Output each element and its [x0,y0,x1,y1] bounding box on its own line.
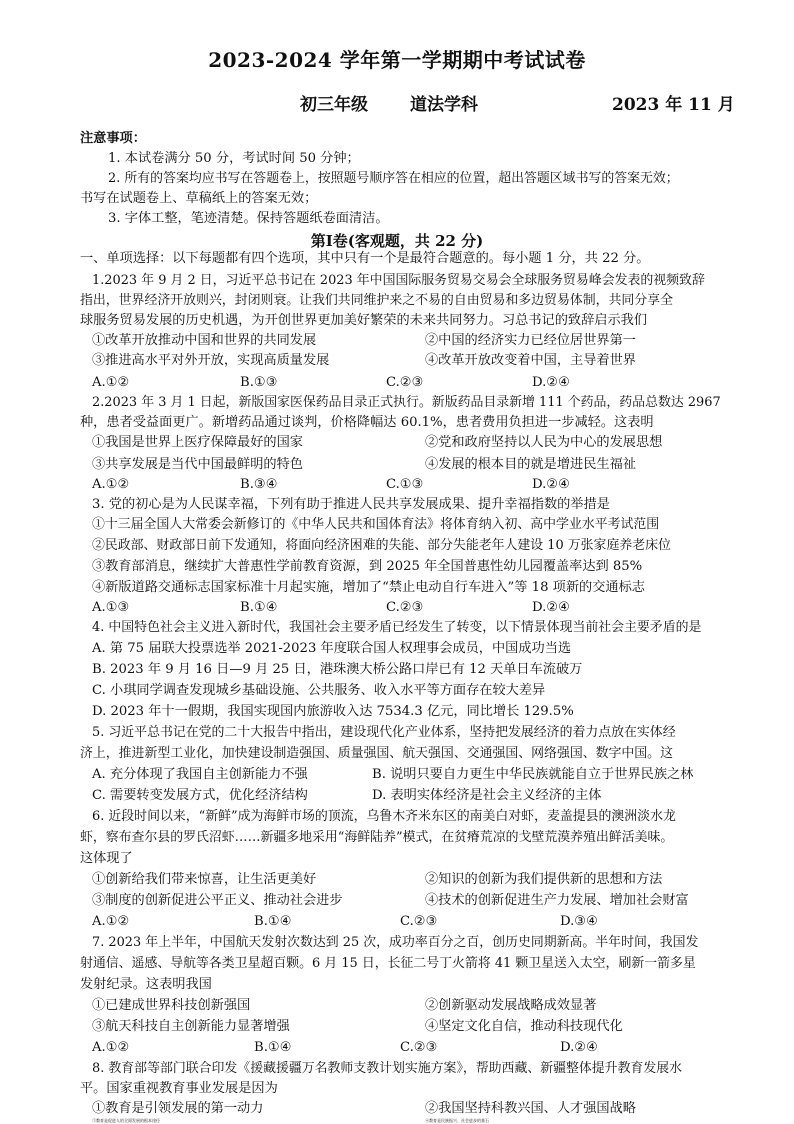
q6-statement-3: ③制度的创新促进公平正义、推动社会进步 [92,893,343,908]
subject-label: 道法学科 [410,95,478,115]
q5-choice-c: C. 需要转变发展方式，优化经济结构 [92,788,308,803]
q1-choice-b: B.①③ [240,375,278,390]
q1-choice-a: A.①② [92,375,130,390]
q1-statement-1: ①改革开放推动中国和世界的共同发展 [92,333,317,348]
q2-statement-3: ③共享发展是当代中国最鲜明的特色 [92,457,303,472]
q4-choice-c: C. 小琪同学调查发现城乡基础设施、公共服务、收入水平等方面存在较大差异 [92,683,546,698]
section-intro: 一、单项选择：以下每题都有四个选项，其中只有一个是最符合题意的。每小题 1 分，共 22 分。 [80,251,650,266]
note-2-cont: 书写在试题卷上、草稿纸上的答案无效； [80,191,318,206]
q8-statement-3: ③教育是促进人的全面发展的根本途径 [92,1118,160,1123]
q3-statement-1: ①十三届全国人大常委会新修订的《中华人民共和国体育法》将体育纳入初、高中学业水平考试范围 [92,517,660,532]
q7-choice-c: C.②③ [400,1040,438,1055]
exam-title: 2023-2024 学年第一学期期中考试试卷 [208,48,586,72]
q3-statement-2: ②民政部、财政部日前下发通知，将面向经济困难的失能、部分失能老年人建设 10 万张家庭养老床位 [92,538,671,553]
q3-stem-1: 3. 党的初心是为人民谋幸福，下列有助于推进人民共享发展成果、提升幸福指数的举措是 [92,497,610,512]
q7-statement-3: ③航天科技自主创新能力显著增强 [92,1019,290,1034]
q7-choice-a: A.①② [92,1040,130,1055]
q2-choice-d: D.②④ [532,477,570,492]
q6-statement-2: ②知识的创新为我们提供新的思想和方法 [425,872,663,887]
q6-choice-c: C.②③ [400,914,438,929]
q2-statement-1: ①我国是世界上医疗保障最好的国家 [92,435,303,450]
q4-stem-1: 4. 中国特色社会主义进入新时代，我国社会主要矛盾已经发生了转变，以下情景体现当前社会主要矛盾的是 [92,620,702,635]
q6-statement-1: ①创新给我们带来惊喜，让生活更美好 [92,872,317,887]
section-title: 第Ⅰ卷(客观题，共 22 分) [310,232,484,250]
q6-stem-3: 这体现了 [80,851,133,866]
exam-date: 2023 年 11 月 [612,95,735,115]
q7-choice-d: D.②④ [560,1040,598,1055]
q6-stem-1: 6. 近段时间以来，“新鲜”成为海鲜市场的顶流，乌鲁木齐米东区的南美白对虾，麦盖提县的澳洲淡水龙 [92,809,676,824]
q4-choice-b: B. 2023 年 9 月 16 日—9 月 25 日，港珠澳大桥公路口岸已有 12 天单日车流破万 [92,662,583,677]
q1-statement-2: ②中国的经济实力已经位居世界第一 [425,333,636,348]
q1-statement-3: ③推进高水平对外开放，实现高质量发展 [92,353,330,368]
q5-choice-b: B. 说明只要自力更生中华民族就能自立于世界民族之林 [372,767,694,782]
q2-choice-a: A.①② [92,477,130,492]
q1-stem-2: 指出，世界经济开放则兴，封闭则衰。让我们共同维护来之不易的自由贸易和多边贸易体制，共同分享全 [80,293,673,308]
q2-stem-1: 2.2023 年 3 月 1 日起，新版国家医保药品目录正式执行。新版药品目录新增 111 个药品，药品总数达 2967 [92,395,721,410]
q8-statement-1: ①教育是引领发展的第一动力 [92,1101,264,1116]
q2-statement-4: ④发展的根本目的就是增进民生福祉 [425,457,636,472]
q6-choice-a: A.①② [92,914,130,929]
q3-choice-b: B.①④ [240,600,278,615]
q7-statement-1: ①已建成世界科技创新强国 [92,998,251,1013]
note-2: 2. 所有的答案均应书写在答题卷上，按照题号顺序答在相应的位置，超出答题区域书写的答案无效； [108,171,679,186]
q7-stem-2: 射通信、遥感、导航等各类卫星超百颗。6 月 15 日，长征二号丁火箭将 41 颗卫星送入太空，刷新一箭多星 [80,956,696,971]
notes-heading: 注意事项： [80,131,146,146]
q3-choice-a: A.①③ [92,600,130,615]
q1-choice-c: C.②③ [386,375,424,390]
q6-statement-4: ④技术的创新促进生产力发展、增加社会财富 [425,893,689,908]
q8-statement-4: ④教育是民族振兴、社会进步的基石 [425,1118,489,1123]
q1-choice-d: D.②④ [532,375,570,390]
q3-statement-4: ④新版道路交通标志国家标准十月起实施，增加了“禁止电动自行车进入”等 18 项新的交通标志 [92,580,645,595]
grade-label: 初三年级 [300,95,368,115]
q8-statement-2: ②我国坚持科教兴国、人才强国战略 [425,1101,636,1116]
note-1: 1. 本试卷满分 50 分，考试时间 50 分钟； [108,151,360,166]
q5-stem-1: 5. 习近平总书记在党的二十大报告中指出，建设现代化产业体系，坚持把发展经济的着力点放在实体经 [92,725,676,740]
q7-stem-1: 7. 2023 年上半年，中国航天发射次数达到 25 次，成功率百分之百，创历史同期新高。半年时间，我国发 [92,935,699,950]
q7-statement-2: ②创新驱动发展战略成效显著 [425,998,597,1013]
q7-stem-3: 发射纪录。这表明我国 [80,977,212,992]
q5-choice-d: D. 表明实体经济是社会主义经济的主体 [372,788,602,803]
q2-choice-b: B.③④ [240,477,278,492]
q6-choice-d: D.③④ [560,914,598,929]
q4-choice-d: D. 2023 年十一假期，我国实现国内旅游收入达 7534.3 亿元，同比增长 129.5% [92,704,574,719]
q2-choice-c: C.①③ [386,477,424,492]
q7-statement-4: ④坚定文化自信，推动科技现代化 [425,1019,623,1034]
q8-stem-2: 平。国家重视教育事业发展是因为 [80,1081,278,1096]
q1-statement-4: ④改革开放改变着中国，主导着世界 [425,353,636,368]
q6-choice-b: B.①④ [254,914,292,929]
note-3: 3. 字体工整，笔迹清楚。保持答题纸卷面清洁。 [108,211,389,226]
q1-stem-3: 球服务贸易发展的历史机遇，为开创世界更加美好繁荣的未来共同努力。习总书记的致辞启示我们 [80,313,648,328]
q4-choice-a: A. 第 75 届联大投票选举 2021-2023 年度联合国人权理事会成员，中国成功当选 [92,641,572,656]
q2-statement-2: ②党和政府坚持以人民为中心的发展思想 [425,435,663,450]
q7-choice-b: B.①④ [254,1040,292,1055]
q3-statement-3: ③教育部消息，继续扩大普惠性学前教育资源，到 2025 年全国普惠性幼儿园覆盖率达到 85% [92,559,643,574]
q3-choice-c: C.②③ [386,600,424,615]
q3-choice-d: D.②④ [532,600,570,615]
q6-stem-2: 虾，察布查尔县的罗氏沼虾……新疆多地采用“海鲜陆养”模式，在贫瘠荒凉的戈壁荒漠养殖出鲜活美味。 [80,830,674,845]
q2-stem-2: 种，患者受益面更广。新增药品通过谈判，价格降幅达 60.1%，患者费用负担进一步减轻。这表明 [80,415,654,430]
q5-stem-2: 济上，推进新型工业化，加快建设制造强国、质量强国、航天强国、交通强国、网络强国、数字中国。这 [80,746,673,761]
q1-stem-1: 1.2023 年 9 月 2 日，习近平总书记在 2023 年中国国际服务贸易交易会全球服务贸易峰会发表的视频致辞 [92,273,705,288]
q5-choice-a: A. 充分体现了我国自主创新能力不强 [92,767,308,782]
q8-stem-1: 8. 教育部等部门联合印发《援藏援疆万名教师支教计划实施方案》，帮助西藏、新疆整体提升教育发展水 [92,1061,683,1076]
